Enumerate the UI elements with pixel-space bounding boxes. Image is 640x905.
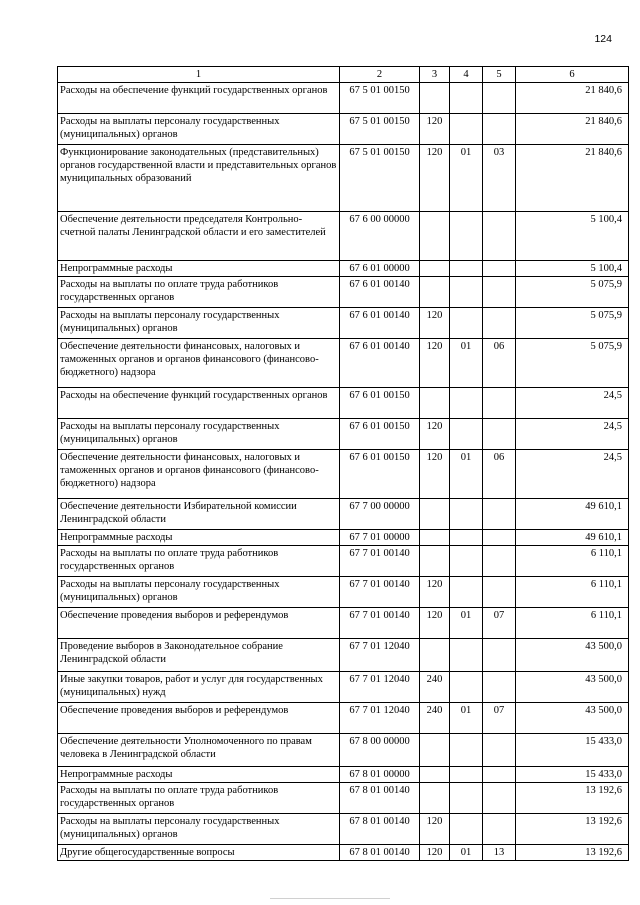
item-col4 [450, 419, 483, 450]
item-col3 [420, 546, 450, 577]
item-code: 67 8 01 00140 [340, 845, 420, 861]
item-amount: 5 100,4 [516, 212, 629, 261]
item-col5 [483, 114, 516, 145]
item-col3: 240 [420, 672, 450, 703]
item-col3 [420, 734, 450, 767]
table-row [58, 845, 629, 861]
item-col5 [483, 546, 516, 577]
item-col4 [450, 83, 483, 114]
item-amount: 6 110,1 [516, 546, 629, 577]
item-name: Расходы на выплаты персоналу государственных (муниципальных) органов [58, 308, 340, 339]
item-name: Непрограммные расходы [58, 530, 340, 546]
item-code: 67 5 01 00150 [340, 114, 420, 145]
item-name: Обеспечение деятельности финансовых, налоговых и таможенных органов и органов финансового (финансово-бюджетного) надзора [58, 339, 340, 388]
item-col4 [450, 530, 483, 546]
item-name: Иные закупки товаров, работ и услуг для государственных (муниципальных) нужд [58, 672, 340, 703]
item-col5 [483, 388, 516, 419]
item-amount: 13 192,6 [516, 814, 629, 845]
item-col4 [450, 734, 483, 767]
item-code: 67 6 01 00000 [340, 261, 420, 277]
item-name: Расходы на выплаты персоналу государственных (муниципальных) органов [58, 577, 340, 608]
item-col4: 01 [450, 450, 483, 499]
table-row [58, 639, 629, 672]
item-col3 [420, 530, 450, 546]
table-body [58, 83, 629, 861]
item-amount: 21 840,6 [516, 114, 629, 145]
item-name: Обеспечение деятельности Уполномоченного по правам человека в Ленинградской области [58, 734, 340, 767]
item-col5: 03 [483, 145, 516, 212]
scan-edge-line [270, 898, 390, 899]
item-col3 [420, 83, 450, 114]
item-col5 [483, 639, 516, 672]
item-col3: 120 [420, 577, 450, 608]
item-col4 [450, 767, 483, 783]
item-amount: 24,5 [516, 450, 629, 499]
table-row [58, 672, 629, 703]
item-name: Непрограммные расходы [58, 261, 340, 277]
item-amount: 49 610,1 [516, 530, 629, 546]
item-name: Проведение выборов в Законодательное собрание Ленинградской области [58, 639, 340, 672]
item-col3: 120 [420, 145, 450, 212]
item-col5 [483, 419, 516, 450]
item-amount: 24,5 [516, 419, 629, 450]
item-col5 [483, 814, 516, 845]
item-amount: 15 433,0 [516, 767, 629, 783]
item-amount: 5 075,9 [516, 308, 629, 339]
item-name: Расходы на выплаты персоналу государственных (муниципальных) органов [58, 814, 340, 845]
table-row [58, 277, 629, 308]
item-col3: 120 [420, 608, 450, 639]
item-amount: 13 192,6 [516, 845, 629, 861]
item-col3: 120 [420, 814, 450, 845]
item-col5: 13 [483, 845, 516, 861]
item-code: 67 6 01 00140 [340, 277, 420, 308]
item-col4: 01 [450, 339, 483, 388]
table-row [58, 703, 629, 734]
item-amount: 6 110,1 [516, 608, 629, 639]
column-header: 5 [483, 67, 516, 83]
header-row [58, 67, 629, 83]
item-col5 [483, 308, 516, 339]
item-amount: 49 610,1 [516, 499, 629, 530]
table-row [58, 783, 629, 814]
item-col5 [483, 783, 516, 814]
item-col5 [483, 767, 516, 783]
item-code: 67 6 01 00150 [340, 450, 420, 499]
item-code: 67 5 01 00150 [340, 83, 420, 114]
column-header: 6 [516, 67, 629, 83]
item-col4 [450, 814, 483, 845]
column-header: 2 [340, 67, 420, 83]
item-amount: 24,5 [516, 388, 629, 419]
item-name: Расходы на обеспечение функций государственных органов [58, 388, 340, 419]
item-col3: 120 [420, 845, 450, 861]
table-row [58, 577, 629, 608]
item-name: Расходы на выплаты персоналу государственных (муниципальных) органов [58, 114, 340, 145]
item-code: 67 7 01 12040 [340, 639, 420, 672]
item-col4 [450, 546, 483, 577]
item-col3 [420, 783, 450, 814]
item-col4 [450, 672, 483, 703]
table-row [58, 308, 629, 339]
item-col4 [450, 308, 483, 339]
item-col3: 240 [420, 703, 450, 734]
table-row [58, 814, 629, 845]
item-col4: 01 [450, 145, 483, 212]
item-col4: 01 [450, 703, 483, 734]
table-row [58, 419, 629, 450]
column-header: 1 [58, 67, 340, 83]
item-col3 [420, 499, 450, 530]
item-col3 [420, 767, 450, 783]
item-code: 67 8 01 00140 [340, 783, 420, 814]
item-col3: 120 [420, 419, 450, 450]
item-name: Функционирование законодательных (представительных) органов государственной власти и представительных органов муниципальных образований [58, 145, 340, 212]
column-header: 3 [420, 67, 450, 83]
item-col4 [450, 639, 483, 672]
item-amount: 43 500,0 [516, 672, 629, 703]
item-amount: 43 500,0 [516, 639, 629, 672]
table-row [58, 767, 629, 783]
item-code: 67 5 01 00150 [340, 145, 420, 212]
item-amount: 5 075,9 [516, 339, 629, 388]
item-col4 [450, 277, 483, 308]
item-code: 67 6 01 00140 [340, 308, 420, 339]
item-code: 67 7 00 00000 [340, 499, 420, 530]
item-code: 67 8 01 00140 [340, 814, 420, 845]
item-col4 [450, 388, 483, 419]
item-col4: 01 [450, 608, 483, 639]
table-row [58, 339, 629, 388]
item-col3 [420, 388, 450, 419]
item-code: 67 8 00 00000 [340, 734, 420, 767]
item-name: Расходы на выплаты персоналу государственных (муниципальных) органов [58, 419, 340, 450]
item-name: Расходы на обеспечение функций государственных органов [58, 83, 340, 114]
item-code: 67 6 00 00000 [340, 212, 420, 261]
item-code: 67 7 01 00140 [340, 546, 420, 577]
item-col5 [483, 212, 516, 261]
item-col5: 07 [483, 608, 516, 639]
item-name: Расходы на выплаты по оплате труда работников государственных органов [58, 783, 340, 814]
table-row [58, 261, 629, 277]
item-col5 [483, 499, 516, 530]
item-amount: 15 433,0 [516, 734, 629, 767]
item-col4 [450, 261, 483, 277]
table-row [58, 499, 629, 530]
item-amount: 5 100,4 [516, 261, 629, 277]
item-code: 67 7 01 12040 [340, 703, 420, 734]
item-col5 [483, 734, 516, 767]
item-code: 67 6 01 00150 [340, 388, 420, 419]
column-header: 4 [450, 67, 483, 83]
item-col3 [420, 261, 450, 277]
item-code: 67 7 01 12040 [340, 672, 420, 703]
item-col5 [483, 577, 516, 608]
table-row [58, 450, 629, 499]
table-row [58, 546, 629, 577]
item-code: 67 7 01 00140 [340, 608, 420, 639]
item-amount: 6 110,1 [516, 577, 629, 608]
item-col3 [420, 277, 450, 308]
item-name: Обеспечение деятельности Избирательной комиссии Ленинградской области [58, 499, 340, 530]
item-col3 [420, 212, 450, 261]
item-col3 [420, 639, 450, 672]
table-row [58, 388, 629, 419]
item-code: 67 7 01 00000 [340, 530, 420, 546]
table-row [58, 608, 629, 639]
item-name: Обеспечение деятельности финансовых, налоговых и таможенных органов и органов финансового (финансово-бюджетного) надзора [58, 450, 340, 499]
table-row [58, 212, 629, 261]
table-row [58, 83, 629, 114]
item-code: 67 6 01 00140 [340, 339, 420, 388]
item-col4 [450, 577, 483, 608]
item-col5 [483, 261, 516, 277]
item-name: Расходы на выплаты по оплате труда работников государственных органов [58, 277, 340, 308]
item-amount: 43 500,0 [516, 703, 629, 734]
item-col3: 120 [420, 308, 450, 339]
item-col3: 120 [420, 339, 450, 388]
item-code: 67 7 01 00140 [340, 577, 420, 608]
budget-table [57, 66, 629, 861]
item-col5 [483, 277, 516, 308]
item-amount: 21 840,6 [516, 145, 629, 212]
item-amount: 21 840,6 [516, 83, 629, 114]
item-col4 [450, 499, 483, 530]
item-col5: 06 [483, 450, 516, 499]
item-name: Обеспечение проведения выборов и референдумов [58, 703, 340, 734]
item-code: 67 6 01 00150 [340, 419, 420, 450]
table-row [58, 145, 629, 212]
item-col5 [483, 530, 516, 546]
item-name: Расходы на выплаты по оплате труда работников государственных органов [58, 546, 340, 577]
item-col3: 120 [420, 114, 450, 145]
table-row [58, 530, 629, 546]
item-col3: 120 [420, 450, 450, 499]
item-col5 [483, 672, 516, 703]
item-name: Обеспечение деятельности председателя Контрольно-счетной палаты Ленинградской области и его заместителей [58, 212, 340, 261]
item-col4: 01 [450, 845, 483, 861]
item-name: Непрограммные расходы [58, 767, 340, 783]
item-col5: 07 [483, 703, 516, 734]
page-number: 124 [594, 33, 612, 45]
item-col5: 06 [483, 339, 516, 388]
item-name: Другие общегосударственные вопросы [58, 845, 340, 861]
table-row [58, 114, 629, 145]
item-name: Обеспечение проведения выборов и референдумов [58, 608, 340, 639]
item-code: 67 8 01 00000 [340, 767, 420, 783]
item-col4 [450, 212, 483, 261]
item-amount: 5 075,9 [516, 277, 629, 308]
item-col5 [483, 83, 516, 114]
item-col4 [450, 783, 483, 814]
item-col4 [450, 114, 483, 145]
item-amount: 13 192,6 [516, 783, 629, 814]
table-row [58, 734, 629, 767]
